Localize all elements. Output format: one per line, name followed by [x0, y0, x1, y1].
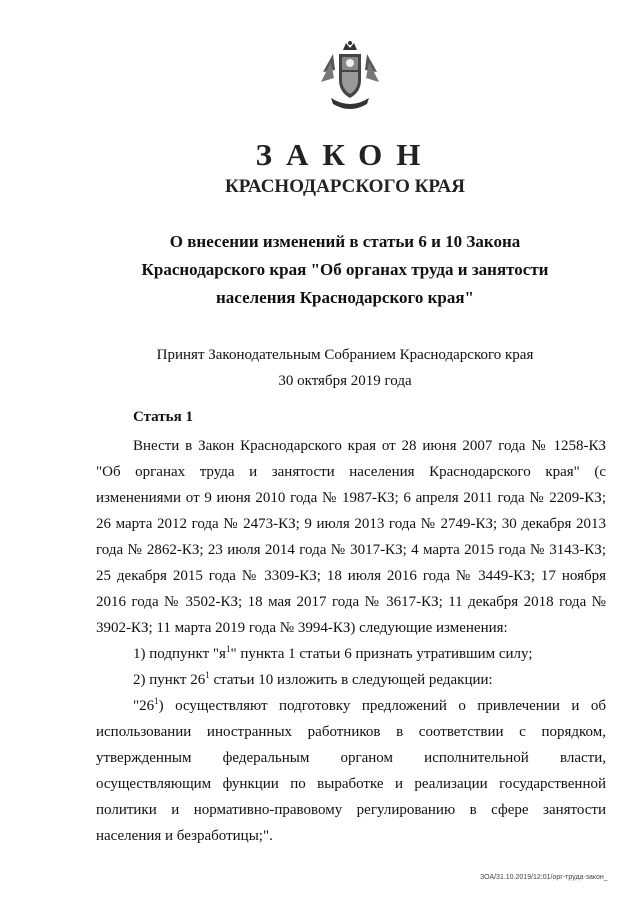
article-intro: Внести в Закон Краснодарского края от 28 июня 2007 года № 1258-КЗ "Об органах труда и занятости населения Краснодарского края" (с изменениями от 9 июня 2010 года № 1987-КЗ; 6 апреля 2011 года № 2209-КЗ; 26 марта 2012 года № 2473-КЗ; 9 июля 2013 года № 2749-КЗ; 30 декабря 2013 года № 2862-КЗ; 23 июля 2014 года № 3017-КЗ; 4 марта 2015 года № 3143-КЗ; 25 декабря 2015 года № 3309-КЗ; 18 июля 2016 года № 3449-КЗ; 17 ноября 2016 года № 3502-КЗ; 18 мая 2017 года № 3617-КЗ; 11 декабря 2018 года № 3902-КЗ; 11 марта 2019 года № 3994-КЗ) следующие изменения: — [96, 438, 606, 636]
item-text: " пункта 1 статьи 6 признать утратившим силу; — [230, 646, 533, 662]
adoption-body: Принят Законодательным Собранием Краснодарского края — [156, 347, 534, 363]
law-subject — [0, 228, 640, 312]
subject-line: О внесении изменений в статьи 6 и 10 Закона — [169, 232, 521, 251]
article-item-1 — [96, 641, 606, 667]
superscript: 1 — [205, 670, 210, 680]
superscript: 1 — [154, 696, 159, 706]
adoption-info — [0, 342, 640, 394]
article-body — [96, 433, 606, 849]
subject-line: Краснодарского края "Об органах труда и занятости — [141, 260, 549, 279]
new-wording — [96, 693, 606, 849]
law-title: ЗАКОН — [255, 137, 435, 172]
subject-line: населения Краснодарского края" — [216, 288, 474, 307]
item-text: статьи 10 изложить в следующей редакции: — [209, 672, 493, 688]
adoption-date: 30 октября 2019 года — [278, 373, 412, 389]
document-code: ЗОА/31.10.2019/12:01/орг-труда-закон_ — [480, 874, 608, 881]
article-item-2 — [96, 667, 606, 693]
item-text: 1) подпункт "я — [133, 646, 226, 662]
region-title: КРАСНОДАРСКОГО КРАЯ — [224, 176, 466, 197]
superscript: 1 — [225, 644, 231, 654]
article-title: Статья 1 — [133, 409, 193, 425]
item-text: 2) пункт 26 — [133, 672, 206, 688]
coat-of-arms-icon — [319, 40, 381, 112]
item-text: ) осуществляют подготовку предложений о привлечении и об использовании иностранных работников в соответствии с порядком, утвержденным федеральным органом исполнительной власти, осуществляющим функции по выработке и реализации государственной политики и нормативно-правовому регулированию в сфере занятости населения и безработицы;". — [96, 698, 606, 844]
item-text: "26 — [133, 698, 155, 714]
